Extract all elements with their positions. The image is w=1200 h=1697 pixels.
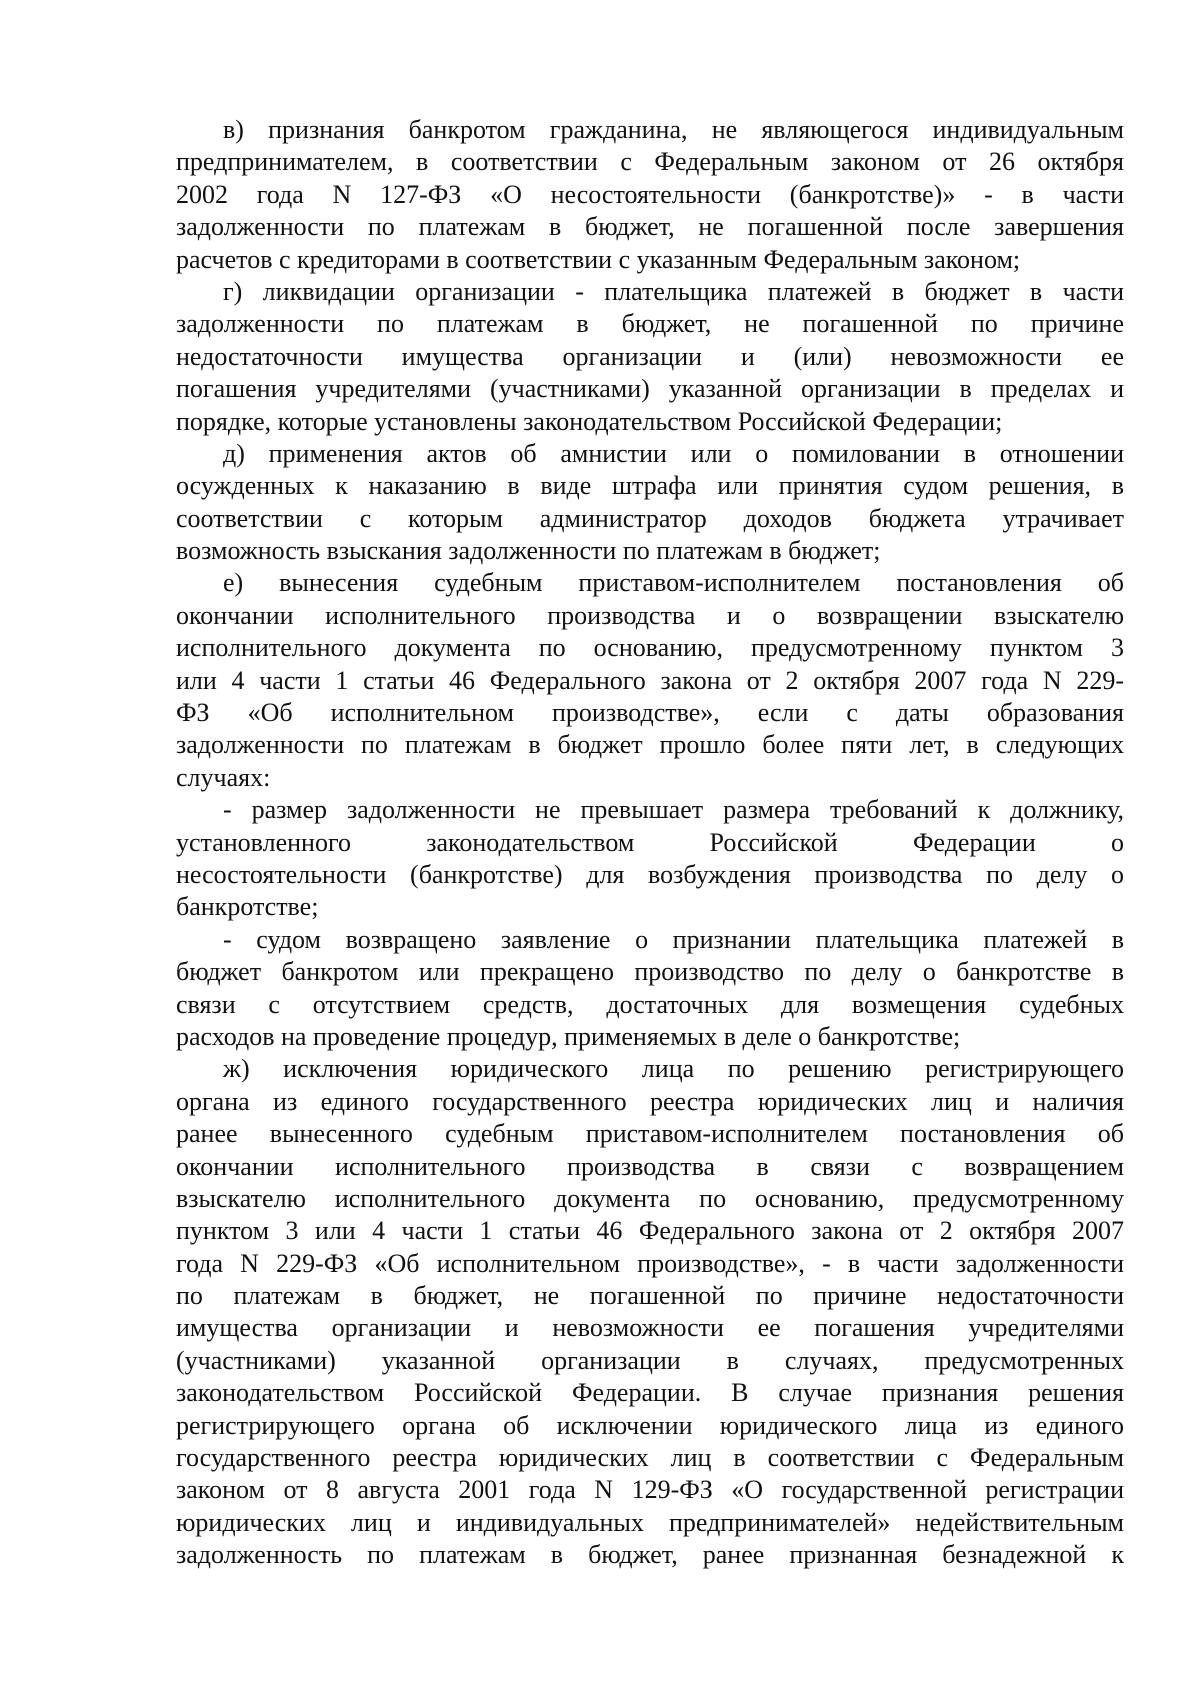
- text-line: осужденных к наказанию в виде штрафа или принятия судом решения, в: [176, 471, 1124, 501]
- text-line: или 4 части 1 статьи 46 Федерального закона от 2 октября 2007 года N 229-: [176, 665, 1124, 695]
- text-line: года N 229-ФЗ «Об исполнительном производстве», - в части задолженности: [176, 1248, 1124, 1278]
- text-line: д) применения актов об амнистии или о помиловании в отношении: [223, 438, 1124, 468]
- paragraph-item-zh: [176, 1053, 1124, 1571]
- text-line: несостоятельности (банкротстве) для возбуждения производства по делу о: [176, 859, 1124, 889]
- text-line: - судом возвращено заявление о признании плательщика платежей в: [223, 924, 1124, 954]
- paragraph-item-e-dash-1: [176, 794, 1124, 924]
- text-line: юридических лиц и индивидуальных предпринимателей» недействительным: [176, 1507, 1124, 1537]
- text-line: банкротстве;: [176, 892, 319, 922]
- paragraph-item-d: [176, 438, 1124, 568]
- paragraph-item-e-dash-2: [176, 924, 1124, 1054]
- text-line: порядке, которые установлены законодательством Российской Федерации;: [176, 406, 1003, 436]
- text-line: связи с отсутствием средств, достаточных для возмещения судебных: [176, 989, 1124, 1019]
- text-line: государственного реестра юридических лиц в соответствии с Федеральным: [176, 1443, 1124, 1473]
- paragraph-item-v: [176, 114, 1124, 276]
- text-line: имущества организации и невозможности ее погашения учредителями: [176, 1313, 1124, 1343]
- text-line: регистрирующего органа об исключении юридического лица из единого: [176, 1410, 1124, 1440]
- text-line: расходов на проведение процедур, применяемых в деле о банкротстве;: [176, 1021, 961, 1051]
- text-line: задолженность по платежам в бюджет, ранее признанная безнадежной к: [176, 1540, 1124, 1570]
- text-line: г) ликвидации организации - плательщика платежей в бюджет в части: [223, 276, 1124, 306]
- text-line: расчетов с кредиторами в соответствии с указанным Федеральным законом;: [176, 244, 1021, 274]
- text-line: в) признания банкротом гражданина, не являющегося индивидуальным: [223, 115, 1124, 144]
- text-line: 2002 года N 127-ФЗ «О несостоятельности (банкротстве)» - в части: [176, 179, 1124, 209]
- text-line: по платежам в бюджет, не погашенной по причине недостаточности: [176, 1281, 1124, 1311]
- document-page: [176, 114, 1124, 1572]
- text-line: окончании исполнительного производства в связи с возвращением: [176, 1151, 1124, 1181]
- text-line: предпринимателем, в соответствии с Федеральным законом от 26 октября: [176, 147, 1124, 177]
- text-line: установленного законодательством Российской Федерации о: [176, 827, 1124, 857]
- paragraph-item-g: [176, 276, 1124, 438]
- text-line: задолженности по платежам в бюджет прошло более пяти лет, в следующих: [176, 730, 1124, 760]
- text-line: - размер задолженности не превышает размера требований к должнику,: [223, 795, 1124, 825]
- text-line: е) вынесения судебным приставом-исполнителем постановления об: [223, 568, 1124, 598]
- text-line: задолженности по платежам в бюджет, не погашенной по причине: [176, 309, 1124, 339]
- paragraph-item-e: [176, 567, 1124, 794]
- text-line: ФЗ «Об исполнительном производстве», если с даты образования: [176, 698, 1124, 728]
- text-line: (участниками) указанной организации в случаях, предусмотренных: [176, 1345, 1124, 1375]
- text-line: недостаточности имущества организации и (или) невозможности ее: [176, 341, 1124, 371]
- text-line: возможность взыскания задолженности по платежам в бюджет;: [176, 536, 881, 566]
- text-line: органа из единого государственного реестра юридических лиц и наличия: [176, 1086, 1124, 1116]
- text-line: ранее вынесенного судебным приставом-исполнителем постановления об: [176, 1119, 1124, 1149]
- text-line: задолженности по платежам в бюджет, не погашенной после завершения: [176, 212, 1124, 242]
- text-line: законодательством Российской Федерации. В случае признания решения: [176, 1378, 1124, 1408]
- text-line: бюджет банкротом или прекращено производство по делу о банкротстве в: [176, 957, 1124, 987]
- text-line: соответствии с которым администратор доходов бюджета утрачивает: [176, 503, 1124, 533]
- text-line: законом от 8 августа 2001 года N 129-ФЗ «О государственной регистрации: [176, 1475, 1124, 1505]
- text-line: ж) исключения юридического лица по решению регистрирующего: [223, 1054, 1124, 1084]
- text-line: окончании исполнительного производства и о возвращении взыскателю: [176, 600, 1124, 630]
- text-line: случаях:: [176, 762, 271, 792]
- text-line: исполнительного документа по основанию, предусмотренному пунктом 3: [176, 633, 1124, 663]
- text-line: погашения учредителями (участниками) указанной организации в пределах и: [176, 374, 1124, 404]
- text-line: пунктом 3 или 4 части 1 статьи 46 Федерального закона от 2 октября 2007: [176, 1216, 1124, 1246]
- text-line: взыскателю исполнительного документа по основанию, предусмотренному: [176, 1183, 1124, 1213]
